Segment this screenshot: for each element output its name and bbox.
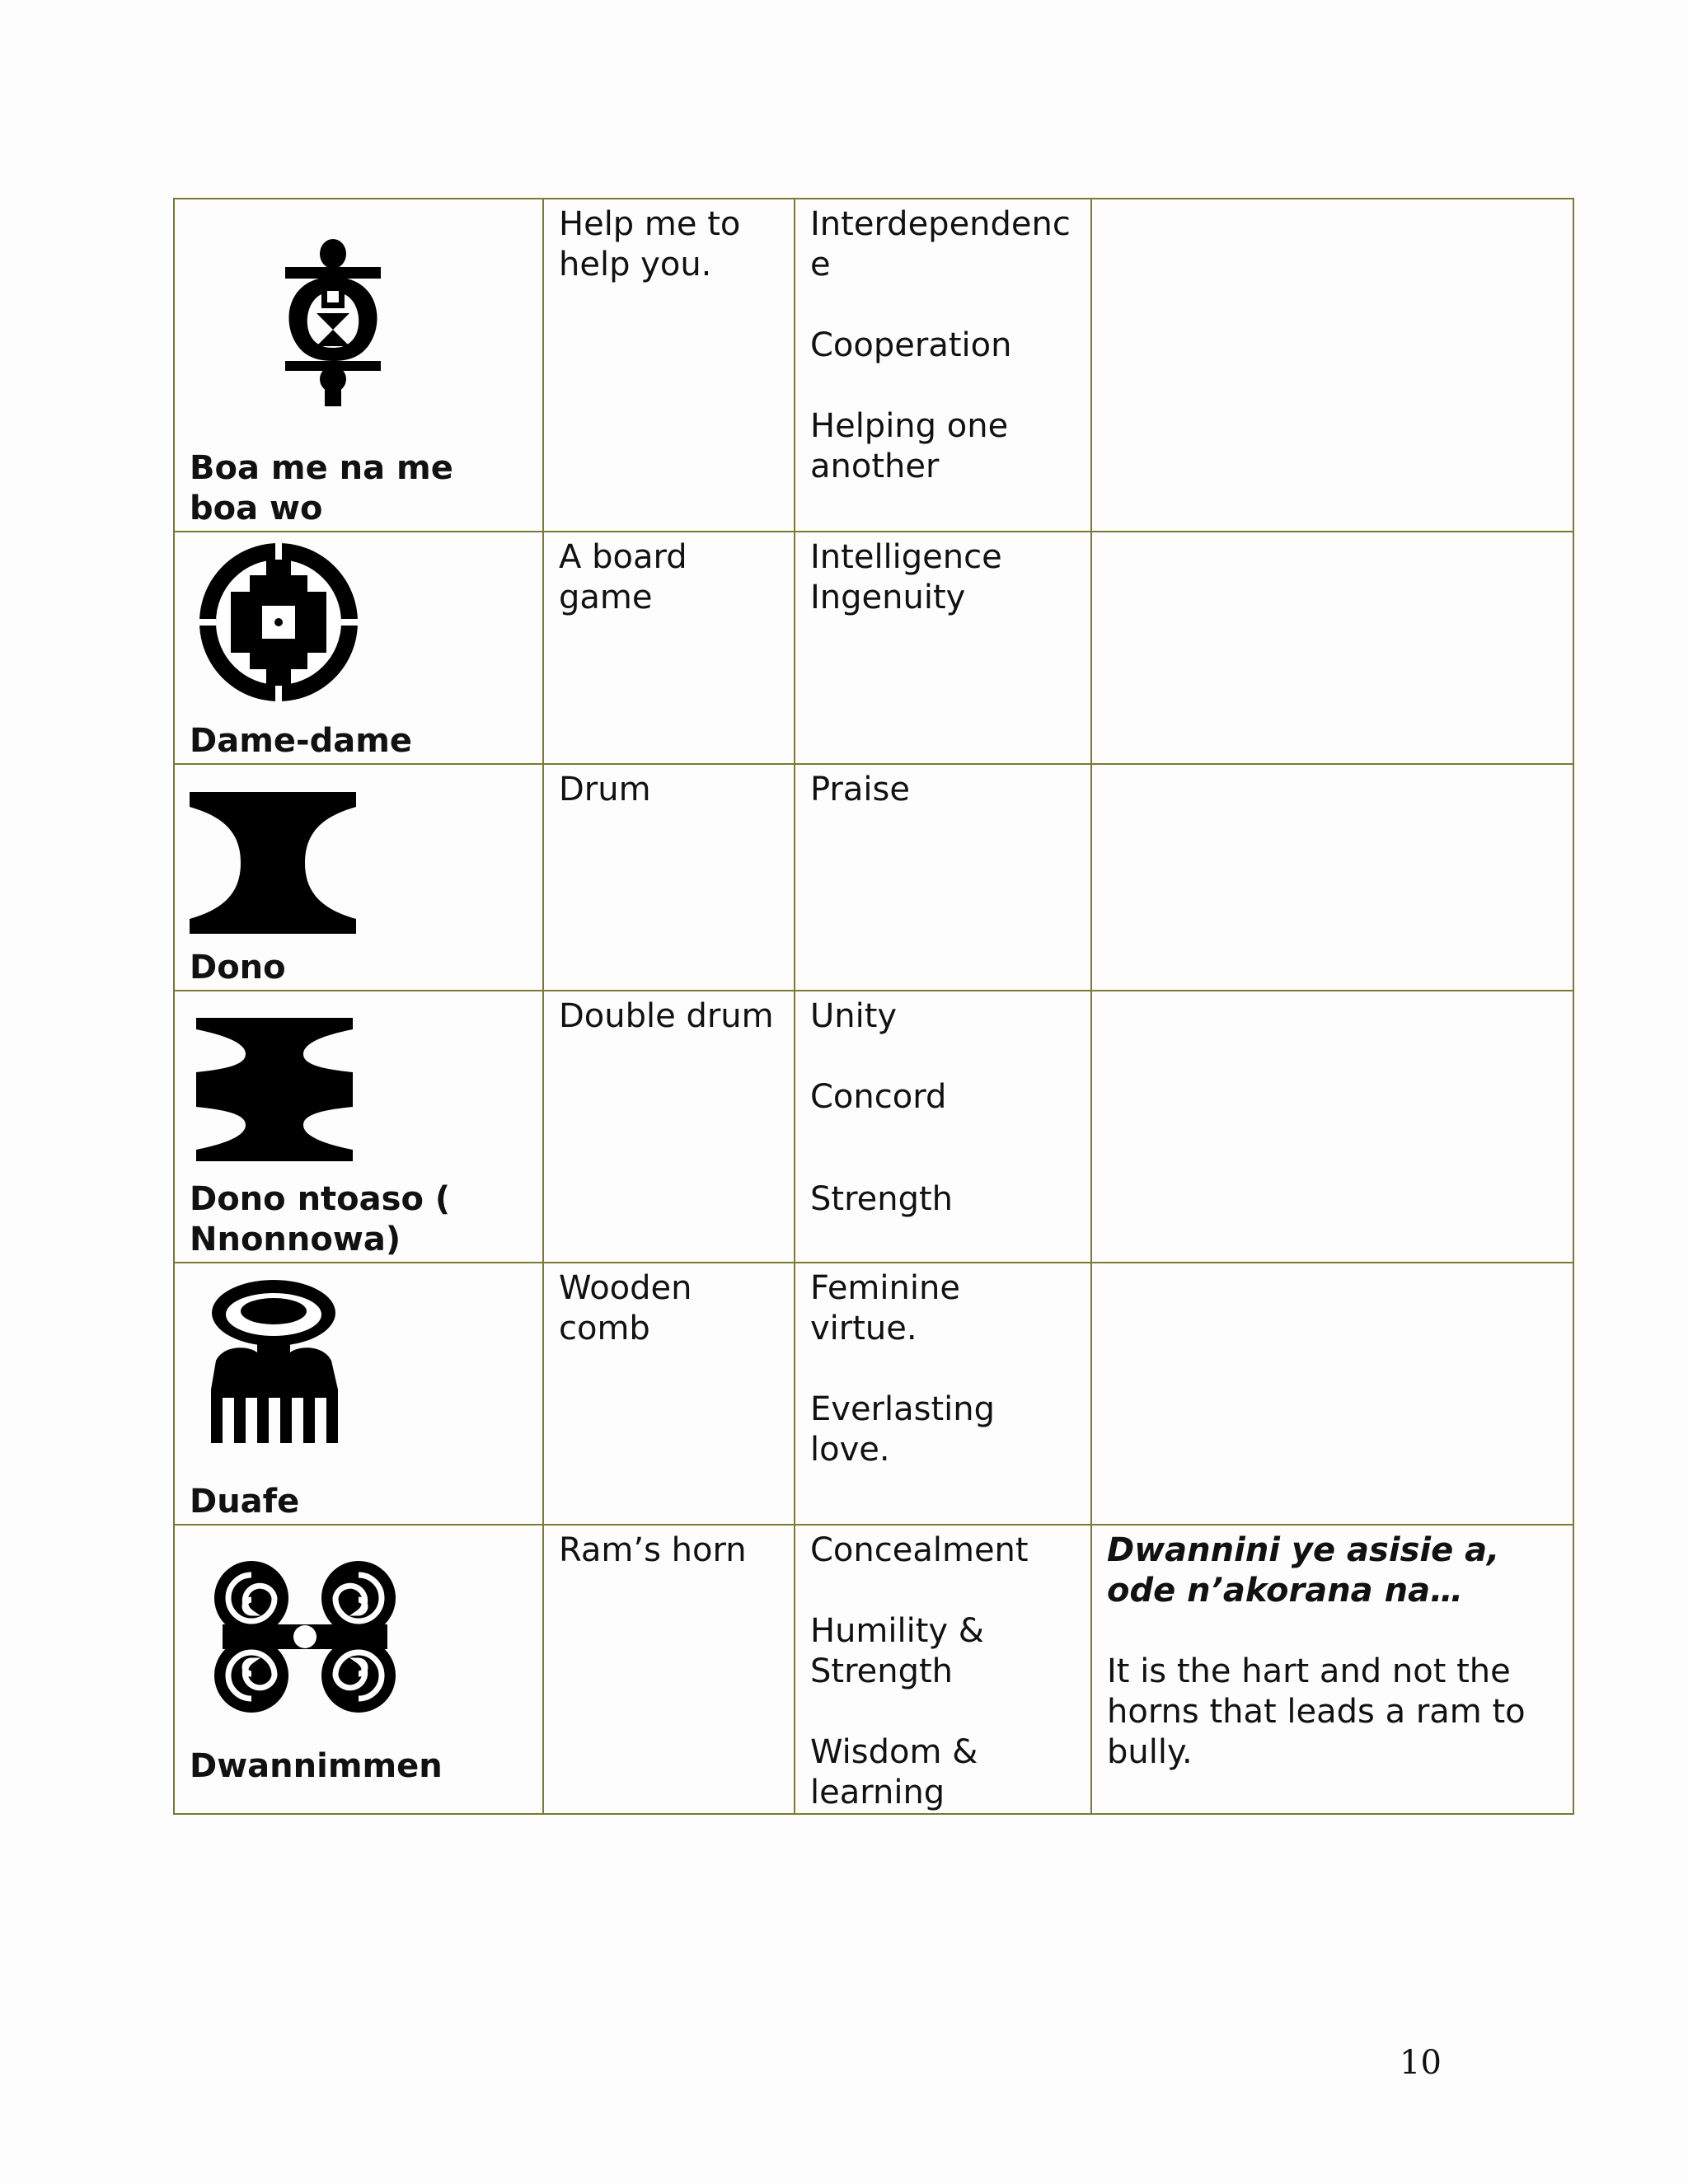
- proverb-cell: [1091, 1263, 1573, 1525]
- meaning-item: Unity: [810, 997, 898, 1035]
- meanings-cell: [795, 991, 1091, 1263]
- table-row: [174, 199, 1573, 532]
- proverb-cell: [1091, 764, 1573, 991]
- symbol-cell: [174, 199, 543, 532]
- literal-meaning: Double drum: [559, 997, 774, 1035]
- table-row: [174, 532, 1573, 764]
- meanings-cell: [795, 199, 1091, 532]
- literal-meaning-cell: [543, 1263, 795, 1525]
- meaning-item: Ingenuity: [810, 579, 966, 616]
- symbol-cell: [174, 1263, 543, 1525]
- proverb-title: Dwannini ye asisie a, ode n’akorana na…: [1107, 1531, 1500, 1610]
- meaning-item: Wisdom & learning: [810, 1733, 978, 1811]
- proverb-text: It is the hart and not the horns that leads a ram to bully.: [1107, 1652, 1526, 1771]
- boa-me-na-me-boa-wo-icon: [280, 237, 386, 406]
- literal-meaning-cell: [543, 199, 795, 532]
- literal-meaning: Drum: [559, 771, 651, 808]
- meaning-item: Interdependence: [810, 205, 1071, 284]
- symbol-name: Dono: [190, 949, 286, 987]
- proverb-cell: [1091, 991, 1573, 1263]
- literal-meaning-cell: [543, 764, 795, 991]
- symbol-name: Dwannimmen: [190, 1747, 443, 1785]
- literal-meaning-cell: [543, 991, 795, 1263]
- proverb-cell: [1091, 532, 1573, 764]
- symbol-cell: [174, 991, 543, 1263]
- symbol-cell: [174, 764, 543, 991]
- meaning-item: Concealment: [810, 1531, 1029, 1569]
- literal-meaning: A board game: [559, 538, 687, 616]
- symbol-name: Duafe: [190, 1483, 300, 1521]
- meaning-item: Cooperation: [810, 326, 1012, 364]
- meaning-item: Humility & Strength: [810, 1612, 984, 1690]
- symbol-cell: [174, 532, 543, 764]
- literal-meaning: Ram’s horn: [559, 1531, 747, 1569]
- symbol-cell: [174, 1525, 543, 1814]
- rams-horn-icon: [206, 1558, 404, 1715]
- meaning-item: Strength: [810, 1180, 954, 1218]
- meaning-item: Intelligence: [810, 538, 1002, 576]
- meaning-item: Helping one another: [810, 407, 1009, 485]
- wooden-comb-icon: [191, 1278, 348, 1443]
- literal-meaning: Help me to help you.: [559, 205, 741, 284]
- symbol-name: Boa me na me boa wo: [190, 449, 453, 527]
- dono-drum-icon: [190, 792, 356, 934]
- table-row: [174, 991, 1573, 1263]
- meaning-item: Concord: [810, 1078, 947, 1116]
- symbol-name: Dono ntoaso ( Nnonnowa): [190, 1180, 451, 1258]
- literal-meaning: Wooden comb: [559, 1269, 692, 1347]
- meanings-cell: [795, 1263, 1091, 1525]
- literal-meaning-cell: [543, 532, 795, 764]
- table-row: [174, 1263, 1573, 1525]
- table-row: [174, 764, 1573, 991]
- dame-dame-icon: [196, 541, 361, 704]
- table-row: [174, 1525, 1573, 1814]
- double-drum-icon: [196, 1018, 353, 1161]
- symbol-name: Dame-dame: [190, 722, 413, 760]
- literal-meaning-cell: [543, 1525, 795, 1814]
- adinkra-symbols-table: [173, 198, 1574, 1815]
- proverb-cell: [1091, 199, 1573, 532]
- page-number: 10: [1400, 2044, 1442, 2082]
- meaning-item: Praise: [810, 771, 910, 808]
- meaning-item: Everlasting love.: [810, 1390, 996, 1469]
- meaning-item: Feminine virtue.: [810, 1269, 960, 1347]
- meanings-cell: [795, 532, 1091, 764]
- meanings-cell: [795, 764, 1091, 991]
- meanings-cell: [795, 1525, 1091, 1814]
- proverb-cell: [1091, 1525, 1573, 1814]
